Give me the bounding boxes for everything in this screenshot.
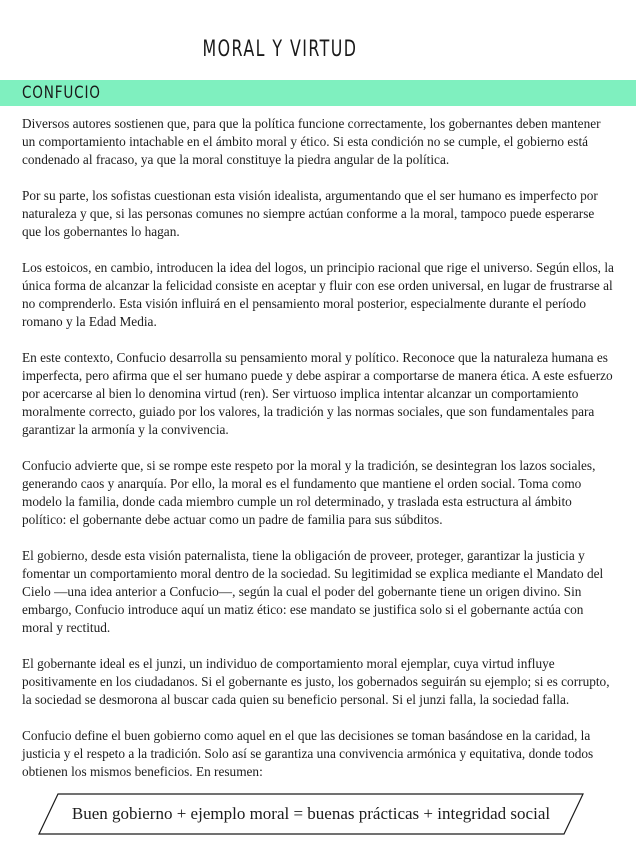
paragraph: En este contexto, Confucio desarrolla su pensamiento moral y político. Reconoce que la naturaleza humana es imperfecta, pero afirma que el ser humano puede y debe aspirar a comportarse de manera ética. A este esfuerzo por acercarse al bien lo denomina virtud (ren). Ser virtuoso implica intentar alcanzar un comportamiento moralmente correcto, guiado por los valores, la tradición y las normas sociales, que son fundamentales para garantizar la armonía y la convivencia. (22, 350, 613, 437)
paragraph: Confucio define el buen gobierno como aquel en el que las decisiones se toman basándose en la caridad, la justicia y el respeto a la tradición. Solo así se garantiza una convivencia armónica y equitativa, donde todos obtienen los mismos beneficios. En resumen: (22, 728, 594, 779)
body-text (22, 115, 616, 799)
paragraph: Por su parte, los sofistas cuestionan esta visión idealista, argumentando que el ser humano es imperfecto por naturaleza y que, si las personas comunes no siempre actúan conforme a la moral, tampoco puede esperarse que los gobernantes lo hagan. (22, 188, 598, 239)
page-title: MORAL Y VIRTUD (202, 36, 358, 62)
summary-formula: Buen gobierno + ejemplo moral = buenas prácticas + integridad social (71, 804, 551, 823)
section-header-bar (0, 80, 636, 106)
paragraph: El gobernante ideal es el junzi, un individuo de comportamiento moral ejemplar, cuya virtud influye positivamente en los ciudadanos. Si el gobernante es justo, los gobernados seguirán su ejemplo; si es corrupto, la sociedad se desmorona al buscar cada quien su beneficio personal. Si el junzi falla, la sociedad falla. (22, 656, 610, 707)
paragraph: Diversos autores sostienen que, para que la política funcione correctamente, los gobernantes deben mantener un comportamiento intachable en el ámbito moral y ético. Si esta condición no se cumple, el gobierno está condenado al fracaso, ya que la moral constituye la piedra angular de la política. (22, 116, 601, 167)
paragraph: Confucio advierte que, si se rompe este respeto por la moral y la tradición, se desintegran los lazos sociales, generando caos y anarquía. Por ello, la moral es el fundamento que mantiene el orden social. Toma como modelo la familia, donde cada miembro cumple un rol determinado, y traslada esta estructura al ámbito político: el gobernante debe actuar como un padre de familia para sus súbditos. (22, 458, 596, 527)
paragraph: Los estoicos, en cambio, introducen la idea del logos, un principio racional que rige el universo. Según ellos, la única forma de alcanzar la felicidad consiste en aceptar y fluir con ese orden universal, en lugar de frustrarse al no comprenderlo. Esta visión influirá en el pensamiento moral posterior, especialmente durante el período romano y la Edad Media. (22, 260, 614, 329)
section-title: CONFUCIO (22, 83, 101, 103)
summary-box (38, 793, 584, 835)
paragraph: El gobierno, desde esta visión paternalista, tiene la obligación de proveer, proteger, garantizar la justicia y fomentar un comportamiento moral dentro de la sociedad. Su legitimidad se explica mediante el Mandato del Cielo —una idea anterior a Confucio—, según la cual el poder del gobernante tiene un origen divino. Sin embargo, Confucio introduce aquí un matiz ético: ese mandato se justifica solo si el gobernante actúa con moral y rectitud. (22, 548, 604, 635)
